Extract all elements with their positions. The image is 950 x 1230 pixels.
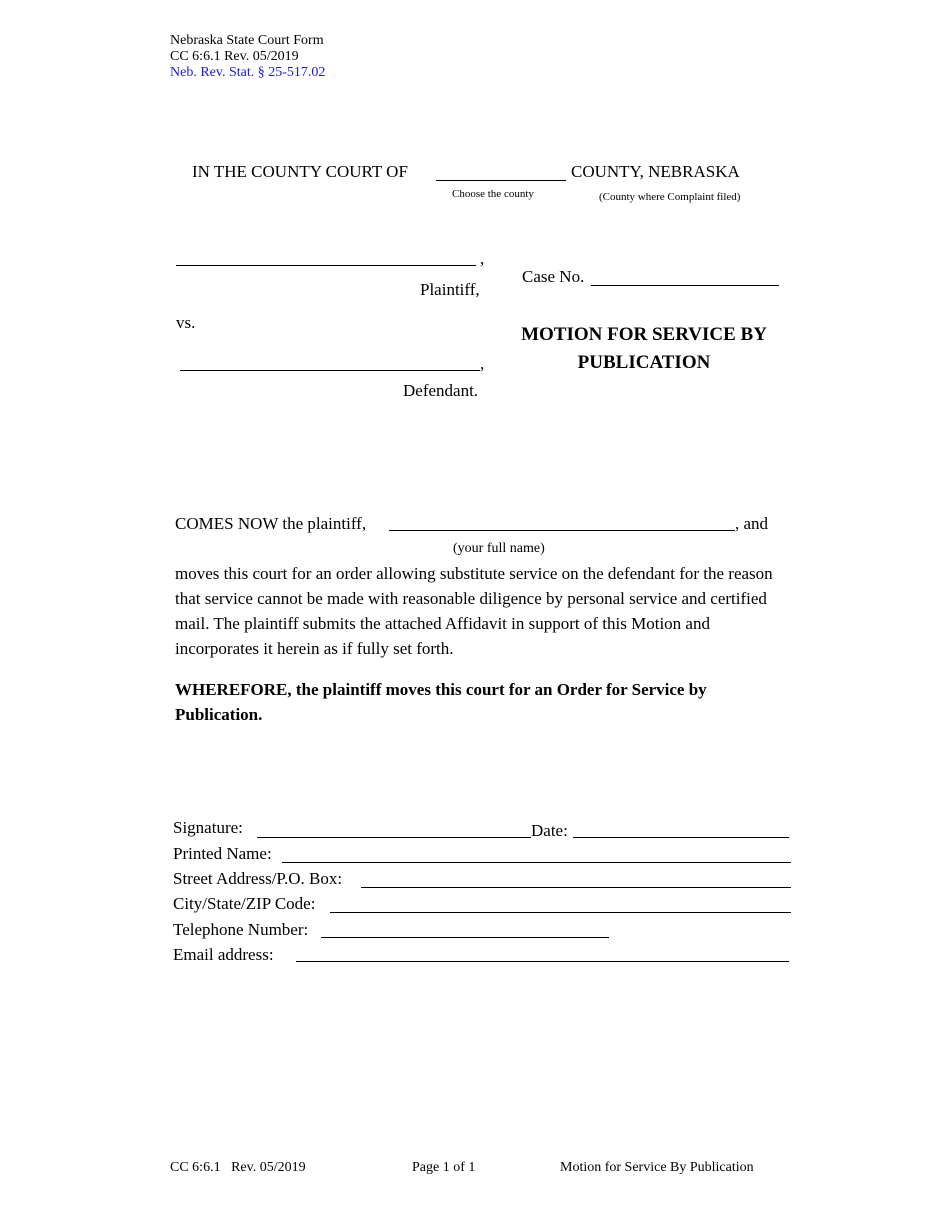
telephone-field[interactable] <box>321 937 609 938</box>
printed-name-label: Printed Name: <box>173 844 272 863</box>
motion-paragraph: moves this court for an order allowing substitute service on the defendant for the reason that service cannot be made with reasonable diligence by personal service and certified mail. The plaintiff submits the attached Affidavit in support of this Motion and incorporates it herein as if fully set forth. <box>175 564 773 658</box>
defendant-name-field[interactable] <box>180 370 480 371</box>
city-state-zip-label: City/State/ZIP Code: <box>173 894 316 913</box>
comes-now-text: COMES NOW the plaintiff, <box>175 514 367 533</box>
county-hint: Choose the county <box>452 188 534 200</box>
plaintiff-label: Plaintiff, <box>420 280 480 299</box>
and-text: , and <box>735 514 769 533</box>
document-title <box>499 321 789 377</box>
footer-page-number: Page 1 of 1 <box>412 1160 476 1175</box>
date-label: Date: <box>531 821 568 840</box>
plaintiff-comma: , <box>480 249 485 268</box>
full-name-hint: (your full name) <box>453 541 545 556</box>
street-address-label: Street Address/P.O. Box: <box>173 869 343 888</box>
county-field[interactable] <box>436 180 566 181</box>
wherefore-paragraph: WHEREFORE, the plaintiff moves this court for an Order for Service by Publication. <box>175 680 707 724</box>
street-address-field[interactable] <box>361 887 791 888</box>
plaintiff-name-field[interactable] <box>176 265 476 266</box>
county-note: (County where Complaint filed) <box>599 191 741 203</box>
case-no-label: Case No. <box>522 267 585 286</box>
defendant-label: Defendant. <box>403 381 479 400</box>
plaintiff-full-name-field[interactable] <box>389 530 735 531</box>
printed-name-field[interactable] <box>282 862 791 863</box>
signature-field[interactable] <box>257 837 531 838</box>
court-prefix: IN THE COUNTY COURT OF <box>192 162 408 181</box>
form-code: CC 6:6.1 Rev. 05/2019 <box>170 49 299 64</box>
court-suffix: COUNTY, NEBRASKA <box>571 162 740 181</box>
email-field[interactable] <box>296 961 789 962</box>
statute-link[interactable]: Neb. Rev. Stat. § 25-517.02 <box>170 65 326 80</box>
form-name: Nebraska State Court Form <box>170 33 324 48</box>
telephone-label: Telephone Number: <box>173 920 309 939</box>
document-title-line1: MOTION FOR SERVICE BY <box>521 324 767 345</box>
email-label: Email address: <box>173 945 274 964</box>
date-field[interactable] <box>573 837 789 838</box>
city-state-zip-field[interactable] <box>330 912 791 913</box>
footer-form-title: Motion for Service By Publication <box>560 1160 754 1175</box>
defendant-comma: , <box>480 354 485 373</box>
vs-label: vs. <box>176 313 196 332</box>
document-title-line2: PUBLICATION <box>577 352 711 373</box>
case-no-field[interactable] <box>591 285 779 286</box>
footer-form-code: CC 6:6.1 Rev. 05/2019 <box>170 1160 306 1175</box>
signature-label: Signature: <box>173 818 243 837</box>
